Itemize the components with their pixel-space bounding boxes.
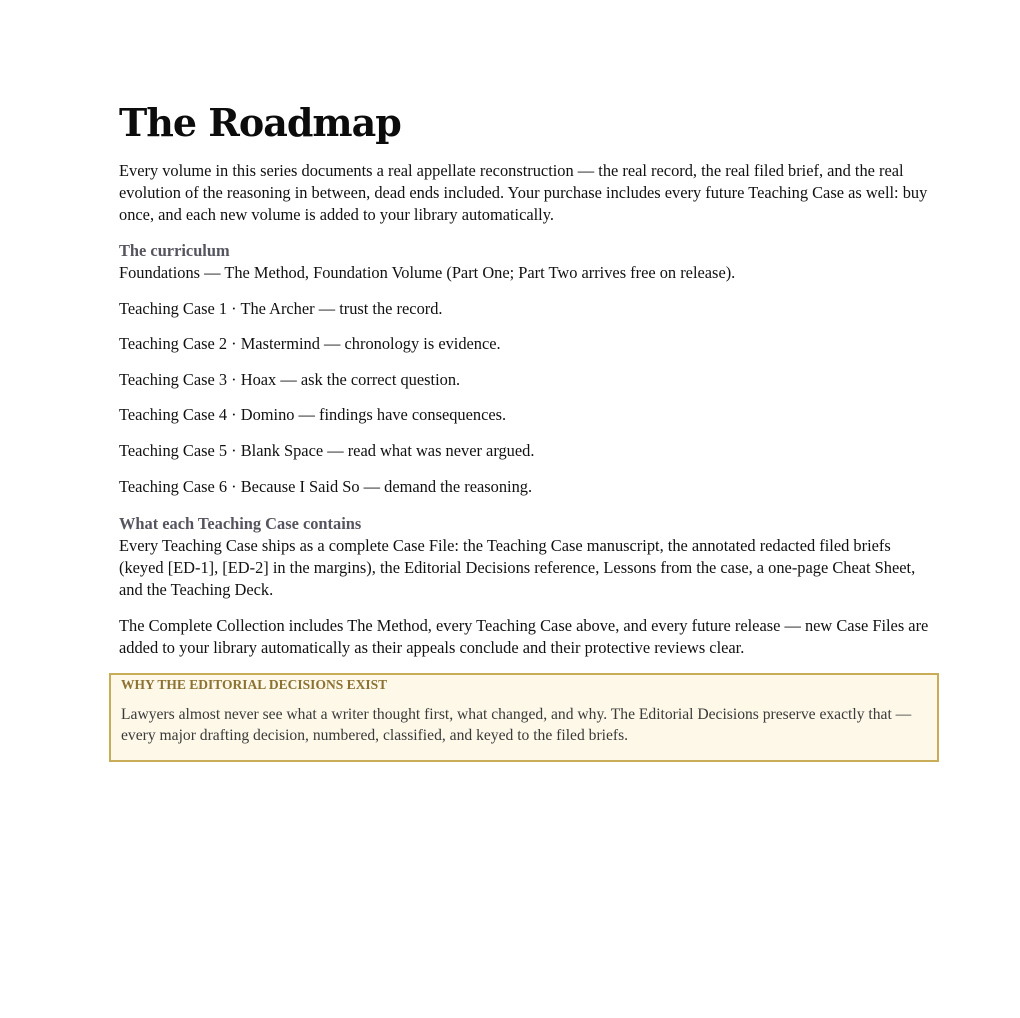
collection-paragraph: The Complete Collection includes The Method, every Teaching Case above, and every future release — new Case Files are added to your library automatically as their appeals conclude and their protective reviews clear. — [119, 615, 929, 657]
roadmap-page — [119, 98, 929, 762]
contents-paragraph: Every Teaching Case ships as a complete Case File: the Teaching Case manuscript, the annotated redacted filed briefs (keyed [ED-1], [ED-2] in the margins), the Editorial Decisions reference, Lessons from the case, a one-page Cheat Sheet, and the Teaching Deck. — [119, 535, 916, 599]
curriculum-heading: The curriculum — [119, 241, 230, 260]
editorial-decisions-callout — [109, 673, 939, 762]
curriculum-item-case-6: Teaching Case 6 · Because I Said So — demand the reasoning. — [119, 476, 533, 496]
curriculum-list — [119, 262, 929, 498]
curriculum-item-case-3: Teaching Case 3 · Hoax — ask the correct question. — [119, 369, 461, 389]
page-title: The Roadmap — [119, 100, 401, 145]
intro-paragraph: Every volume in this series documents a real appellate reconstruction — the real record, the real filed brief, and the real evolution of the reasoning in between, dead ends included. Your purchase includes every future Teaching Case as well: buy once, and each new volume is added to your library automatically. — [119, 161, 928, 224]
curriculum-item-foundations: Foundations — The Method, Foundation Volume (Part One; Part Two arrives free on release). — [119, 263, 736, 282]
curriculum-item-case-5: Teaching Case 5 · Blank Space — read what was never argued. — [119, 440, 535, 460]
curriculum-item-case-1: Teaching Case 1 · The Archer — trust the record. — [119, 298, 443, 318]
curriculum-item-case-2: Teaching Case 2 · Mastermind — chronology is evidence. — [119, 334, 501, 354]
callout-text: Lawyers almost never see what a writer thought first, what changed, and why. The Editorial Decisions preserve exactly that — every major drafting decision, numbered, classified, and keyed to the filed briefs. — [121, 705, 912, 744]
contents-heading: What each Teaching Case contains — [119, 513, 362, 533]
curriculum-item-case-4: Teaching Case 4 · Domino — findings have consequences. — [119, 405, 507, 425]
callout-title: WHY THE EDITORIAL DECISIONS EXIST — [121, 676, 388, 692]
